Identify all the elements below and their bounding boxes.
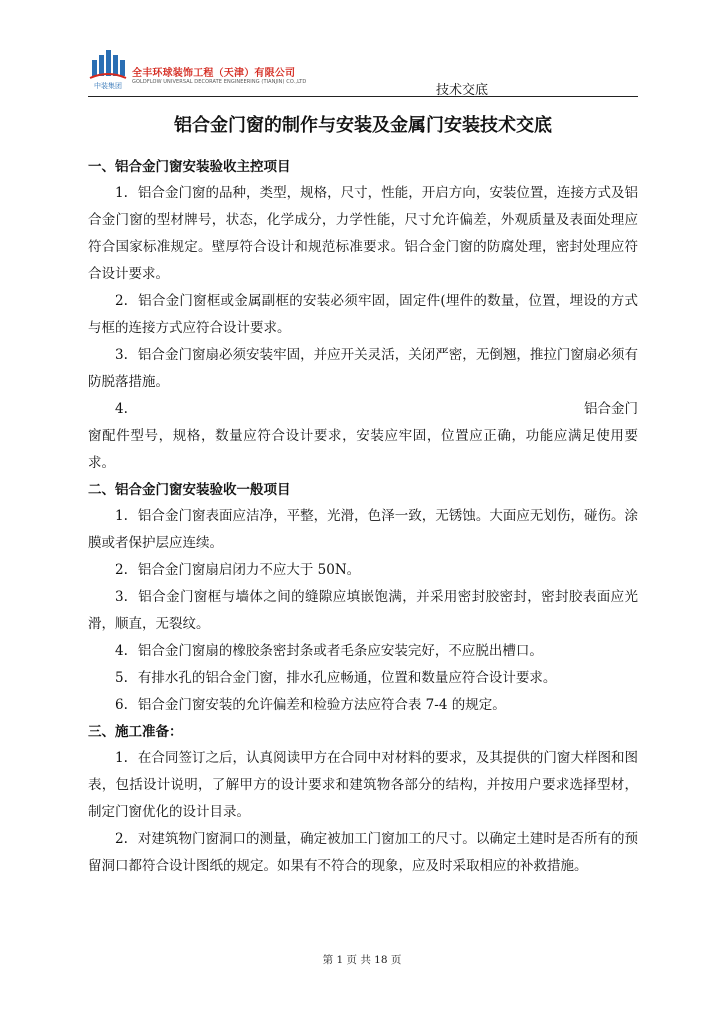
item-text: 铝合金门窗扇的橡胶条密封条或者毛条应安装完好，不应脱出槽口。 <box>137 643 543 659</box>
item-number: 4. <box>115 643 128 659</box>
list-item <box>88 638 638 665</box>
list-item <box>88 396 638 477</box>
list-item <box>88 503 638 557</box>
item-number: 6. <box>115 697 128 713</box>
item-text: 铝合金门窗框或金属副框的安装必须牢固，固定件(埋件的数量，位置，埋设的方式与框的连接方式应符合设计要求。 <box>88 293 638 336</box>
company-name-en: GOLDFLOW UNIVERSAL DECORATE ENGINEERING (TIANJIN) CO.,LTD <box>132 79 307 85</box>
item-number: 5. <box>115 670 128 686</box>
document-title: 铝合金门窗的制作与安装及金属门安装技术交底 <box>174 115 552 136</box>
item-number: 1. <box>115 508 128 524</box>
company-name-cn: 全丰环球装饰工程（天津）有限公司 <box>132 68 296 79</box>
list-item <box>88 288 638 342</box>
item-number: 2. <box>115 293 128 309</box>
item-text: 在合同签订之后，认真阅读甲方在合同中对材料的要求，及其提供的门窗大样图和图表，包括设计说明，了解甲方的设计要求和建筑物各部分的结构，并按用户要求选择型材，制定门窗优化的设计目录。 <box>88 750 638 820</box>
item-number: 4. <box>115 401 128 417</box>
item-text: 窗配件型号，规格，数量应符合设计要求，安装应牢固，位置应正确，功能应满足使用要求。 <box>88 428 638 471</box>
list-item <box>88 342 638 396</box>
item-text: 铝合金门窗的品种，类型，规格，尺寸，性能，开启方向，安装位置，连接方式及铝合金门窗的型材牌号，状态，化学成分，力学性能，尺寸允许偏差，外观质量及表面处理应符合国家标准规定。壁厚符合设计和规范标准要求。铝合金门窗的防腐处理，密封处理应符合设计要求。 <box>88 185 638 282</box>
item-number: 1. <box>115 185 128 201</box>
list-item <box>88 745 638 826</box>
section-title: 二、铝合金门窗安装验收一般项目 <box>88 482 291 498</box>
item-text: 铝合金门窗框与墙体之间的缝隙应填嵌饱满，并采用密封胶密封，密封胶表面应光滑，顺直，无裂纹。 <box>88 589 638 632</box>
item-text: 铝合金门窗扇启闭力不应大于 50N。 <box>137 562 361 578</box>
item-number: 2. <box>115 562 128 578</box>
item-text: 有排水孔的铝合金门窗，排水孔应畅通，位置和数量应符合设计要求。 <box>137 670 557 686</box>
list-item <box>88 557 638 584</box>
item-number: 2. <box>115 831 128 847</box>
page-header <box>88 44 638 98</box>
item-lead-text: 铝合金门 <box>584 401 638 417</box>
page-number: 第 1 页 共 18 页 <box>322 954 402 966</box>
document-type: 技术交底 <box>435 83 488 98</box>
list-item <box>88 665 638 692</box>
item-number: 1. <box>115 750 128 766</box>
item-number: 3. <box>115 589 128 605</box>
section-title: 一、铝合金门窗安装验收主控项目 <box>88 159 291 175</box>
list-item <box>88 826 638 880</box>
company-logo-icon <box>88 48 128 90</box>
section-title: 三、施工准备： <box>88 724 183 740</box>
document-body <box>88 112 638 880</box>
item-text: 铝合金门窗扇必须安装牢固，并应开关灵活，关闭严密，无倒翘，推拉门窗扇必须有防脱落措施。 <box>88 347 638 390</box>
logo-text: 中装集团 <box>94 82 122 90</box>
header-divider <box>88 96 638 97</box>
item-number: 3. <box>115 347 128 363</box>
list-item <box>88 180 638 288</box>
list-item <box>88 584 638 638</box>
item-text: 铝合金门窗表面应洁净，平整，光滑，色泽一致，无锈蚀。大面应无划伤，碰伤。涂膜或者保护层应连续。 <box>88 508 638 551</box>
list-item <box>88 692 638 719</box>
item-text: 对建筑物门窗洞口的测量，确定被加工门窗加工的尺寸。以确定土建时是否所有的预留洞口都符合设计图纸的规定。如果有不符合的现象，应及时采取相应的补救措施。 <box>88 831 638 874</box>
item-text: 铝合金门窗安装的允许偏差和检验方法应符合表 7-4 的规定。 <box>137 697 506 713</box>
